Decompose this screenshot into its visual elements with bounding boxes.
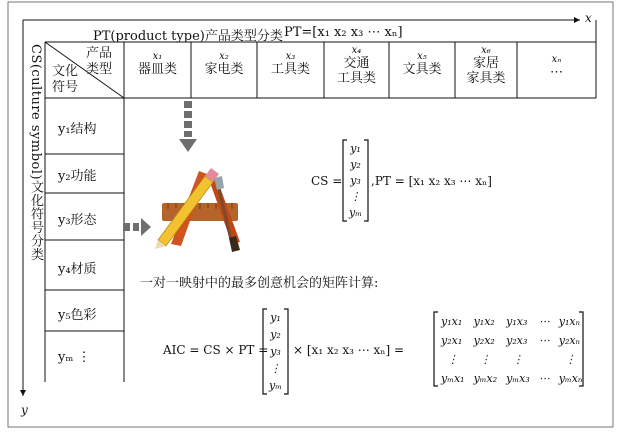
corner-product-type: 产品 类型	[86, 46, 113, 77]
row-label: y₃形态	[58, 213, 97, 228]
column-header: x₆ 家居 家具类	[466, 45, 506, 86]
column-header: x₅ 文具类	[402, 51, 442, 77]
y-axis-label: y	[21, 403, 28, 417]
row-label: yₘ ⋮	[58, 350, 91, 365]
dashed-right-arrow	[123, 218, 151, 236]
drafting-app-icon	[155, 168, 240, 252]
column-header: x₂ 家电类	[204, 51, 244, 77]
dashed-down-arrow	[179, 101, 197, 152]
row-label: y₁结构	[58, 122, 97, 137]
row-label: y₂功能	[58, 169, 97, 184]
eq1-cs-vector: y₁ y₂ y₃ ⋮ yₘ	[349, 141, 362, 220]
column-header: x₃ 工具类	[270, 51, 310, 77]
column-header: xₙ ⋯	[550, 54, 563, 80]
column-header: x₄ 交通 工具类	[336, 45, 376, 86]
row-label: y₄材质	[58, 262, 97, 277]
result-matrix: y₁x₁ y₁x₂ y₁x₃ ⋯ y₁xₙ y₂x₁ y₂x₂ y₂x₃ ⋯ y₂xₙ ⋮ ⋮ ⋮ ⋮ yₘx₁ yₘx₂ yₘx₃ ⋯ yₘxₙ	[441, 315, 583, 385]
pt-header-vector: PT=[x₁ x₂ x₃ ⋯ xₙ]	[284, 25, 403, 40]
eq1-cs-lhs: CS =	[311, 174, 343, 188]
pt-header-label: PT(product type)产品类型分类	[93, 29, 283, 44]
matrix-caption: 一对一映射中的最多创意机会的矩阵计算:	[140, 276, 379, 291]
cs-header-label: CS(culture symbol)文化符号分类	[28, 44, 43, 262]
eq2-times-pt: × [x₁ x₂ x₃ ⋯ xₙ] =	[293, 343, 405, 357]
eq2-lhs: AIC = CS × PT =	[163, 343, 269, 357]
x-axis-label: x	[585, 11, 592, 25]
eq2-cs-vector: y₁ y₂ y₃ ⋮ yₘ	[269, 311, 282, 392]
eq1-pt-vector: ,PT = [x₁ x₂ x₃ ⋯ xₙ]	[371, 174, 492, 188]
column-header: x₁ 器皿类	[137, 51, 177, 77]
row-label: y₅色彩	[58, 308, 97, 323]
corner-culture-symbol: 文化 符号	[52, 64, 79, 95]
